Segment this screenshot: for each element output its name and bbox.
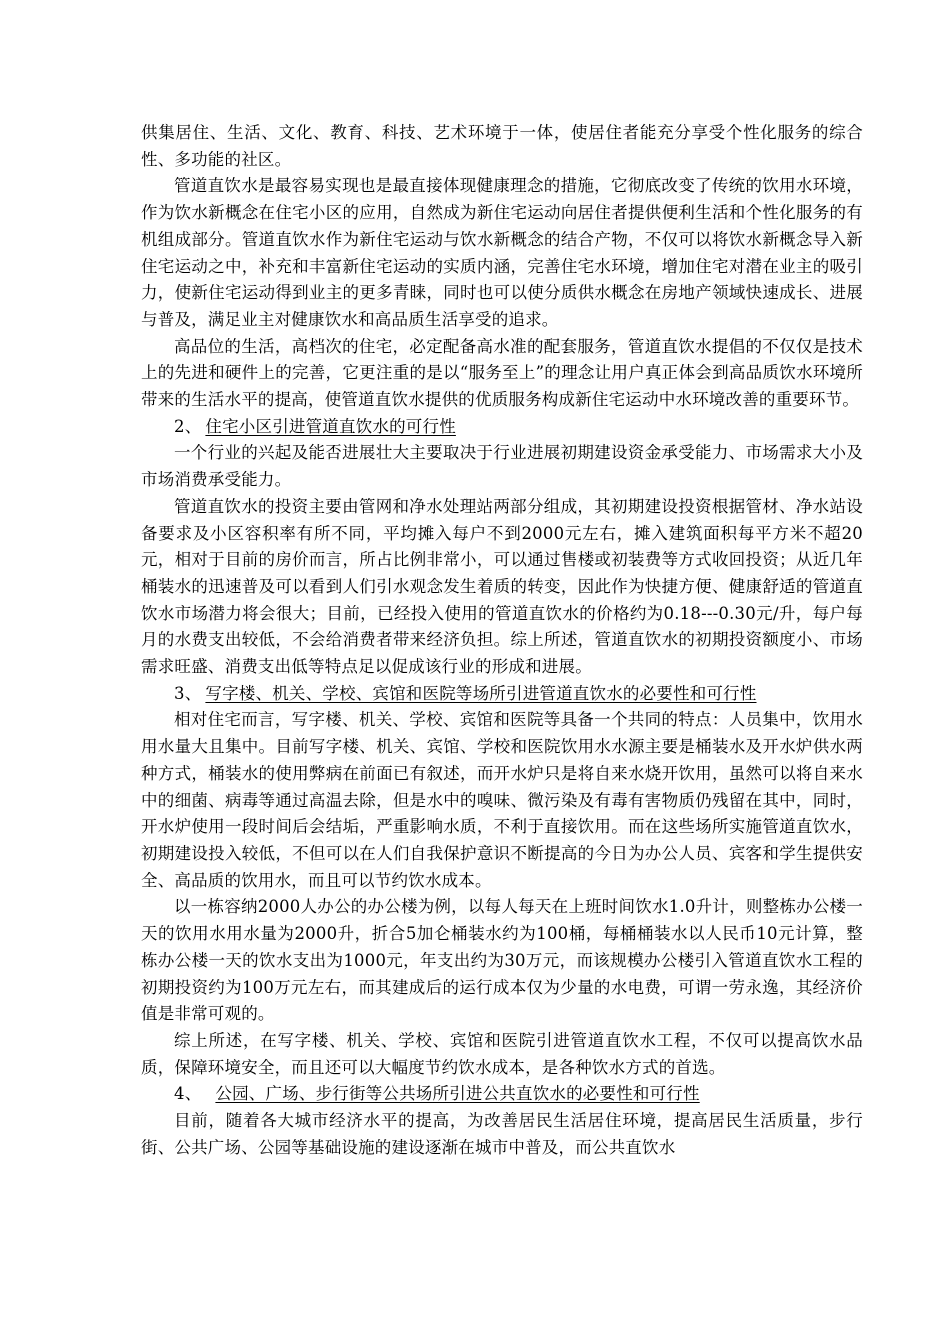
- paragraph-7: 以一栋容纳2000人办公的办公楼为例，以每人每天在上班时间饮水1.0升计，则整栋办公楼一天的饮用水用水量为2000升，折合5加仑桶装水约为100桶，每桶桶装水以人民币10元计算，整栋办公楼一天的饮水支出为1000元，年支出约为30万元，而该规模办公楼引入管道直饮水工程的初期投资约为100万元左右，而其建成后的运行成本仅为少量的水电费，可谓一劳永逸，其经济价值是非常可观的。: [141, 897, 863, 1024]
- paragraph-1: 供集居住、生活、文化、教育、科技、艺术环境于一体，使居住者能充分享受个性化服务的综合性、多功能的社区。: [141, 123, 863, 169]
- paragraph-2: 管道直饮水是最容易实现也是最直接体现健康理念的措施，它彻底改变了传统的饮用水环境，作为饮水新概念在住宅小区的应用，自然成为新住宅运动向居住者提供便利生活和个性化服务的有机组成部分。管道直饮水作为新住宅运动与饮水新概念的结合产物，不仅可以将饮水新概念导入新住宅运动之中，补充和丰富新住宅运动的实质内涵，完善住宅水环境，增加住宅对潜在业主的吸引力，使新住宅运动得到业主的更多青睐，同时也可以使分质供水概念在房地产领域快速成长、进展与普及，满足业主对健康饮水和高品质生活享受的追求。: [141, 176, 863, 329]
- paragraph-3: 高品位的生活，高档次的住宅，必定配备高水准的配套服务，管道直饮水提倡的不仅仅是技术上的先进和硬件上的完善，它更注重的是以“服务至上”的理念让用户真正体会到高品质饮水环境所带来的生活水平的提高，使管道直饮水提供的优质服务构成新住宅运动中水环境改善的重要环节。: [141, 336, 863, 410]
- section-heading-3: [141, 681, 863, 708]
- section-heading-2: [141, 414, 863, 441]
- paragraph-4: 一个行业的兴起及能否进展壮大主要取决于行业进展初期建设资金承受能力、市场需求大小及市场消费承受能力。: [141, 443, 863, 490]
- section-number: 2、: [174, 416, 202, 436]
- paragraph-5: 管道直饮水的投资主要由管网和净水处理站两部分组成，其初期建设投资根据管材、净水站设备要求及小区容积率有所不同，平均摊入每户不到2000元左右，摊入建筑面积每平方米不超20元，相对于目前的房价而言，所占比例非常小，可以通过售楼或初装费等方式收回投资；从近几年桶装水的迅速普及可以看到人们引水观念发生着质的转变，因此作为快捷方便、健康舒适的管道直饮水市场潜力将会很大；目前，已经投入使用的管道直饮水的价格约为0.18---0.30元/升，每户每月的水费支出较低，不会给消费者带来经济负担。综上所述，管道直饮水的初期投资额度小、市场需求旺盛、消费支出低等特点足以促成该行业的形成和进展。: [141, 496, 863, 677]
- paragraph-8: 综上所述，在写字楼、机关、学校、宾馆和医院引进管道直饮水工程，不仅可以提高饮水品质，保障环境安全，而且还可以大幅度节约饮水成本，是各种饮水方式的首选。: [141, 1030, 863, 1077]
- document-page: [141, 120, 863, 1161]
- section-title: 公园、广场、步行街等公共场所引进公共直饮水的必要性和可行性: [215, 1084, 700, 1104]
- section-heading-4: [141, 1081, 863, 1108]
- section-title: 写字楼、机关、学校、宾馆和医院等场所引进管道直饮水的必要性和可行性: [205, 683, 757, 703]
- section-number: 3、: [174, 683, 202, 703]
- paragraph-6: 相对住宅而言，写字楼、机关、学校、宾馆和医院等具备一个共同的特点：人员集中，饮用水用水量大且集中。目前写字楼、机关、宾馆、学校和医院饮用水水源主要是桶装水及开水炉供水两种方式，桶装水的使用弊病在前面已有叙述，而开水炉只是将自来水烧开饮用，虽然可以将自来水中的细菌、病毒等通过高温去除，但是水中的嗅味、微污染及有毒有害物质仍残留在其中，同时，开水炉使用一段时间后会结垢，严重影响水质，不利于直接饮用。而在这些场所实施管道直饮水，初期建设投入较低，不但可以在人们自我保护意识不断提高的今日为办公人员、宾客和学生提供安全、高品质的饮用水，而且可以节约饮水成本。: [141, 710, 863, 890]
- section-title: 住宅小区引进管道直饮水的可行性: [205, 416, 456, 436]
- section-number: 4、: [174, 1084, 202, 1104]
- paragraph-9: 目前，随着各大城市经济水平的提高，为改善居民生活居住环境，提高居民生活质量，步行街、公共广场、公园等基础设施的建设逐渐在城市中普及，而公共直饮水: [141, 1111, 863, 1157]
